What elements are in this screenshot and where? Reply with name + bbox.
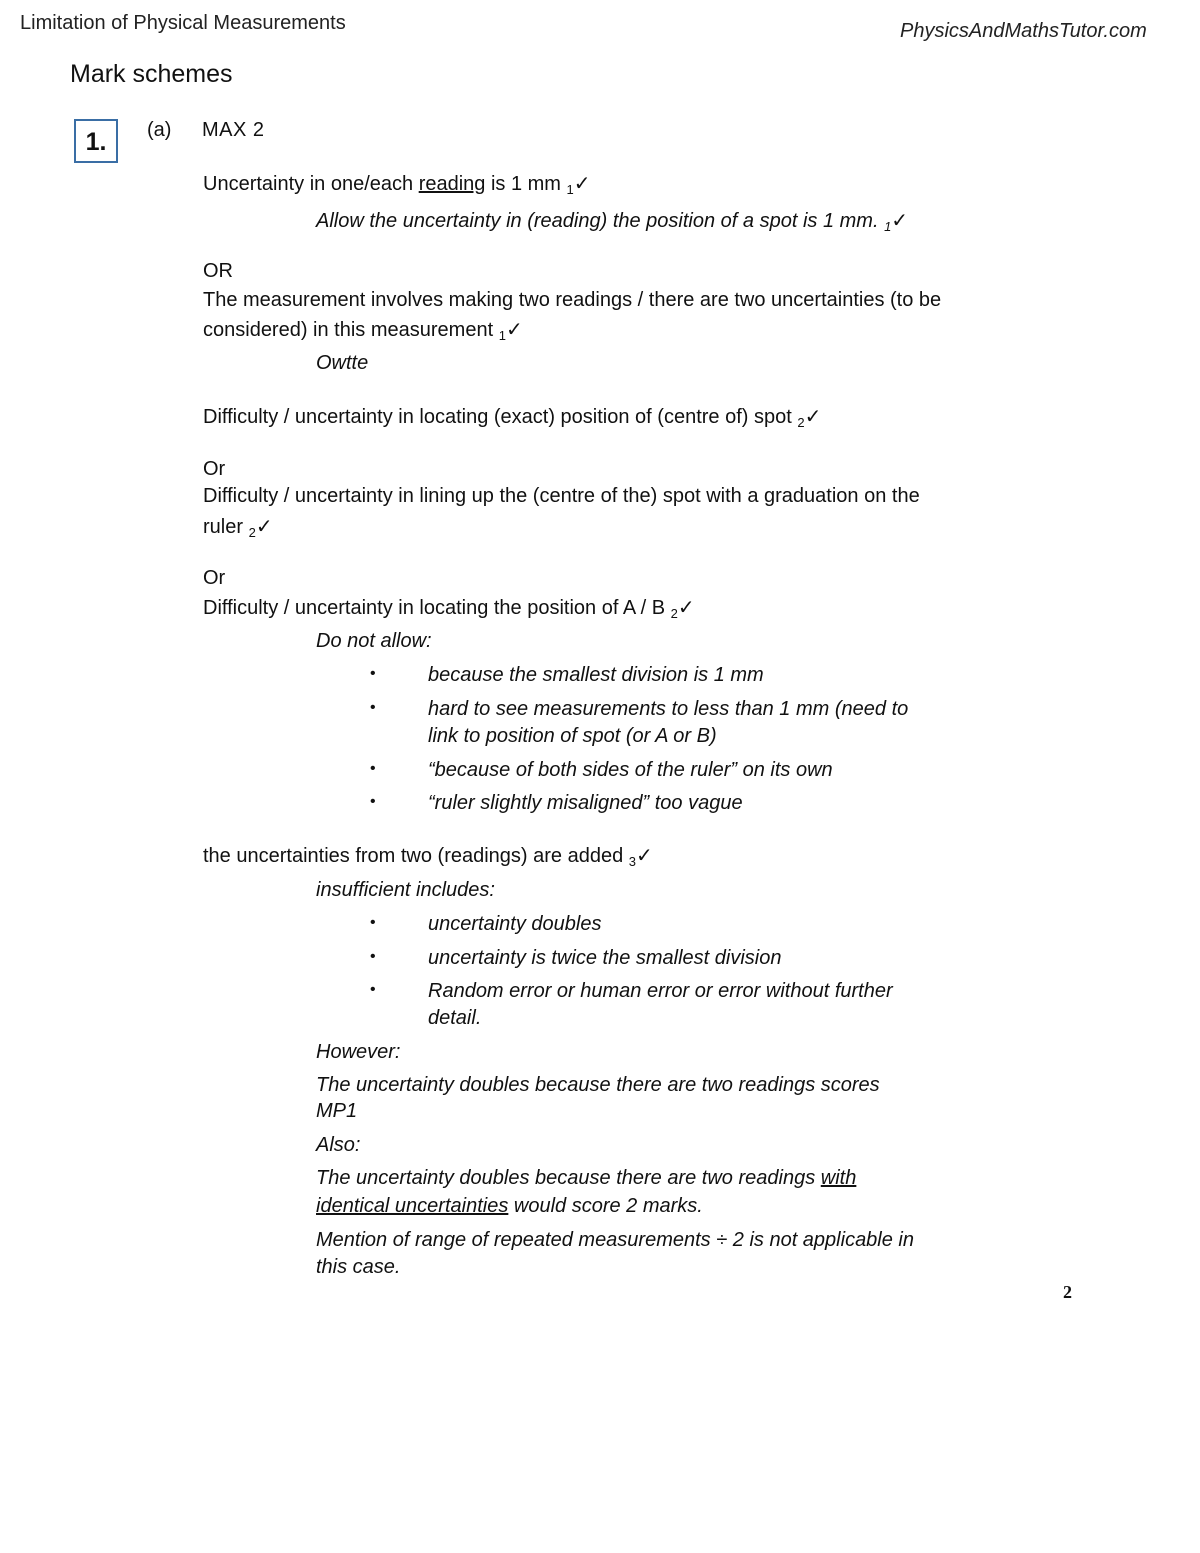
disallow-item: “because of both sides of the ruler” on its own xyxy=(428,759,833,781)
disallow-item: “ruler slightly misaligned” too vague xyxy=(428,792,743,814)
site-name: PhysicsAndMathsTutor.com xyxy=(900,20,1147,42)
mark-point-1-note xyxy=(316,207,908,235)
insufficient-item: uncertainty is twice the smallest division xyxy=(428,947,782,969)
range-note-line-2: this case. xyxy=(316,1256,401,1278)
owtte-note: Owtte xyxy=(316,352,369,374)
mark-index: 1 xyxy=(498,328,506,343)
alt-text: ruler xyxy=(203,516,249,538)
max-marks-label: MAX 2 xyxy=(202,119,265,141)
mark-point-2 xyxy=(203,403,821,431)
do-not-allow-heading: Do not allow: xyxy=(316,630,432,652)
also-text: would score 2 marks. xyxy=(508,1195,703,1217)
insufficient-heading: insufficient includes: xyxy=(316,879,495,901)
bullet-icon: • xyxy=(370,914,376,931)
mark-point-1 xyxy=(203,170,591,198)
disallow-item-continued: link to position of spot (or A or B) xyxy=(428,725,717,747)
also-line-2 xyxy=(316,1192,703,1220)
or-separator: Or xyxy=(203,458,226,480)
however-line-2: MP1 xyxy=(316,1100,358,1122)
part-label: (a) xyxy=(147,119,172,141)
check-icon: ✓ xyxy=(636,845,653,867)
check-icon: ✓ xyxy=(505,319,523,341)
check-icon: ✓ xyxy=(891,210,909,232)
question-number-box: 1. xyxy=(74,119,118,163)
or-separator: OR xyxy=(203,260,233,282)
check-icon: ✓ xyxy=(804,406,822,428)
mark-index: 1 xyxy=(884,219,892,234)
also-underlined: identical uncertainties xyxy=(316,1195,509,1217)
mark-point-3 xyxy=(203,842,653,870)
mark-point-1-text-post: is 1 mm xyxy=(485,173,567,195)
insufficient-item: Random error or human error or error without further xyxy=(428,980,893,1002)
note-text: Allow the uncertainty in (reading) the position of a spot is 1 mm. xyxy=(316,210,885,232)
bullet-icon: • xyxy=(370,948,376,965)
page-number: 2 xyxy=(1063,1282,1072,1302)
mark-point-1-alt-line1: The measurement involves making two readings / there are two uncertainties (to be xyxy=(203,289,942,311)
however-line-1: The uncertainty doubles because there are two readings scores xyxy=(316,1074,880,1096)
or-separator: Or xyxy=(203,567,226,589)
also-text: The uncertainty doubles because there are two readings xyxy=(316,1167,821,1189)
point-text: Difficulty / uncertainty in locating (exact) position of (centre of) spot xyxy=(203,406,798,428)
mark-point-1-underlined: reading xyxy=(418,173,486,195)
bullet-icon: • xyxy=(370,699,376,716)
mark-point-2-alt2 xyxy=(203,594,695,622)
section-title: Mark schemes xyxy=(70,60,233,88)
check-icon: ✓ xyxy=(255,516,273,538)
mark-point-1-text-pre: Uncertainty in one/each xyxy=(203,173,419,195)
mark-point-1-alt-line2 xyxy=(203,316,523,344)
bullet-icon: • xyxy=(370,760,376,777)
also-line-1 xyxy=(316,1164,856,1192)
point-text: the uncertainties from two (readings) are added xyxy=(203,845,629,867)
however-label: However: xyxy=(316,1041,401,1063)
disallow-item: hard to see measurements to less than 1 mm (need to xyxy=(428,698,909,720)
mark-point-2-alt-line1: Difficulty / uncertainty in lining up the (centre of the) spot with a graduation on the xyxy=(203,485,920,507)
bullet-icon: • xyxy=(370,793,376,810)
insufficient-item-continued: detail. xyxy=(428,1007,482,1029)
mark-index: 2 xyxy=(248,525,256,540)
alt-text: considered) in this measurement xyxy=(203,319,499,341)
also-underlined: with xyxy=(820,1167,857,1189)
range-note-line-1: Mention of range of repeated measurements ÷ 2 is not applicable in xyxy=(316,1229,914,1251)
document-header-title: Limitation of Physical Measurements xyxy=(20,12,346,34)
bullet-icon: • xyxy=(370,981,376,998)
bullet-icon: • xyxy=(370,665,376,682)
insufficient-item: uncertainty doubles xyxy=(428,913,602,935)
check-icon: ✓ xyxy=(573,173,591,195)
mark-index: 2 xyxy=(797,415,805,430)
mark-index: 2 xyxy=(670,606,678,621)
mark-point-2-alt-line2 xyxy=(203,513,273,541)
mark-index: 1 xyxy=(566,182,574,197)
disallow-item: because the smallest division is 1 mm xyxy=(428,664,764,686)
check-icon: ✓ xyxy=(677,597,695,619)
alt-text: Difficulty / uncertainty in locating the position of A / B xyxy=(203,597,671,619)
also-label: Also: xyxy=(316,1134,361,1156)
mark-index: 3 xyxy=(628,854,637,869)
